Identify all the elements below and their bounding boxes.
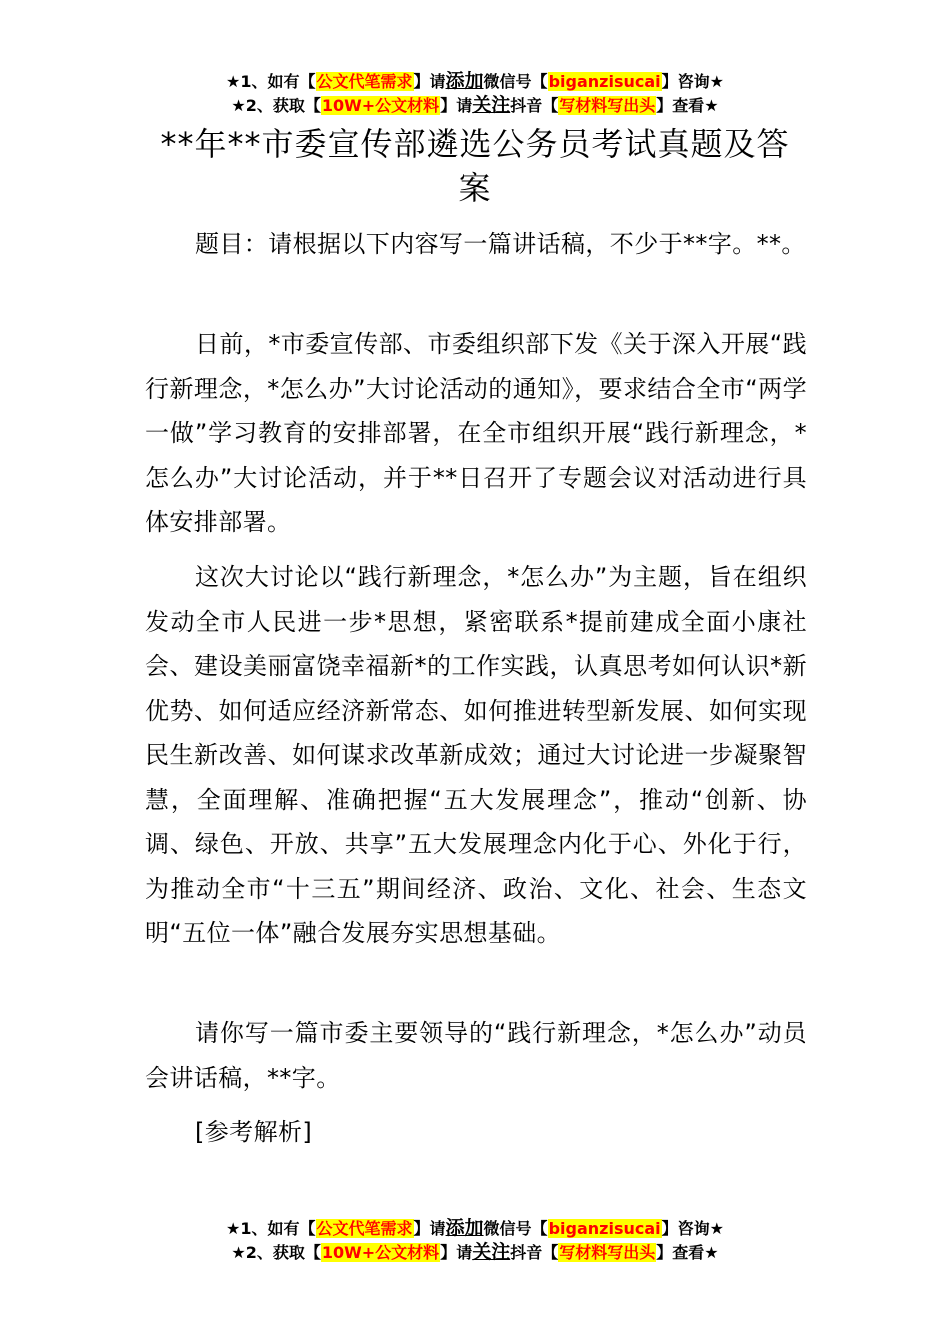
- promo-text: 抖音【: [510, 96, 559, 115]
- promo-text: ★2、获取【: [231, 96, 321, 115]
- promo-text: 】请: [440, 1243, 473, 1262]
- promo-highlight-wechat: biganzisucai: [548, 1219, 661, 1238]
- promo-highlight: 10W+公文材料: [321, 96, 440, 115]
- promo-text: 】咨询★: [661, 72, 724, 91]
- paragraph-reference-label: [参考解析]: [195, 1118, 313, 1146]
- document-title: **年**市委宣传部遴选公务员考试真题及答案: [160, 125, 790, 207]
- promo-highlight-wechat: biganzisucai: [548, 72, 661, 91]
- promo-highlight: 10W+公文材料: [321, 1243, 440, 1262]
- promo-line-1-top: [0, 70, 950, 93]
- promo-text: 】请: [440, 96, 473, 115]
- promo-text: 抖音【: [510, 1243, 559, 1262]
- promo-highlight: 公文代笔需求: [316, 72, 413, 91]
- promo-text: ★2、获取【: [231, 1243, 321, 1262]
- promo-text: 】查看★: [656, 96, 719, 115]
- promo-line-1-bottom: [0, 1217, 950, 1240]
- promo-highlight: 公文代笔需求: [316, 1219, 413, 1238]
- promo-text: 】请: [413, 72, 446, 91]
- paragraph-question: 题目：请根据以下内容写一篇讲话稿，不少于**字。**。: [195, 230, 806, 258]
- promo-line-2-bottom: [0, 1241, 950, 1264]
- paragraph-background: 日前，*市委宣传部、市委组织部下发《关于深入开展“践行新理念，*怎么办”大讨论活动的通知》，要求结合全市“两学一做”学习教育的安排部署，在全市组织开展“践行新理念，*怎么办”大讨论活动，并于**日召开了专题会议对活动进行具体安排部署。: [145, 330, 807, 536]
- promo-text: 】咨询★: [661, 1219, 724, 1238]
- promo-emphasis: 添加: [445, 1217, 484, 1239]
- promo-emphasis: 添加: [445, 70, 484, 92]
- promo-highlight-douyin: 写材料写出头: [559, 96, 656, 115]
- promo-text: ★1、如有【: [226, 1219, 316, 1238]
- promo-text: ★1、如有【: [226, 72, 316, 91]
- paragraph-discussion: 这次大讨论以“践行新理念，*怎么办”为主题，旨在组织发动全市人民进一步*思想，紧密联系*提前建成全面小康社会、建设美丽富饶幸福新*的工作实践，认真思考如何认识*新优势、如何适应经济新常态、如何推进转型新发展、如何实现民生新改善、如何谋求改革新成效；通过大讨论进一步凝聚智慧，全面理解、准确把握“五大发展理念”，推动“创新、协调、绿色、开放、共享”五大发展理念内化于心、外化于行，为推动全市“十三五”期间经济、政治、文化、社会、生态文明“五位一体”融合发展夯实思想基础。: [145, 563, 807, 947]
- promo-text: 微信号【: [483, 1219, 548, 1238]
- promo-text: 】查看★: [656, 1243, 719, 1262]
- promo-emphasis: 关注: [472, 1241, 511, 1263]
- promo-text: 微信号【: [483, 72, 548, 91]
- promo-line-2-top: [0, 94, 950, 117]
- promo-highlight-douyin: 写材料写出头: [559, 1243, 656, 1262]
- promo-emphasis: 关注: [472, 94, 511, 116]
- paragraph-task: 请你写一篇市委主要领导的“践行新理念，*怎么办”动员会讲话稿，**字。: [145, 1019, 807, 1092]
- promo-text: 】请: [413, 1219, 446, 1238]
